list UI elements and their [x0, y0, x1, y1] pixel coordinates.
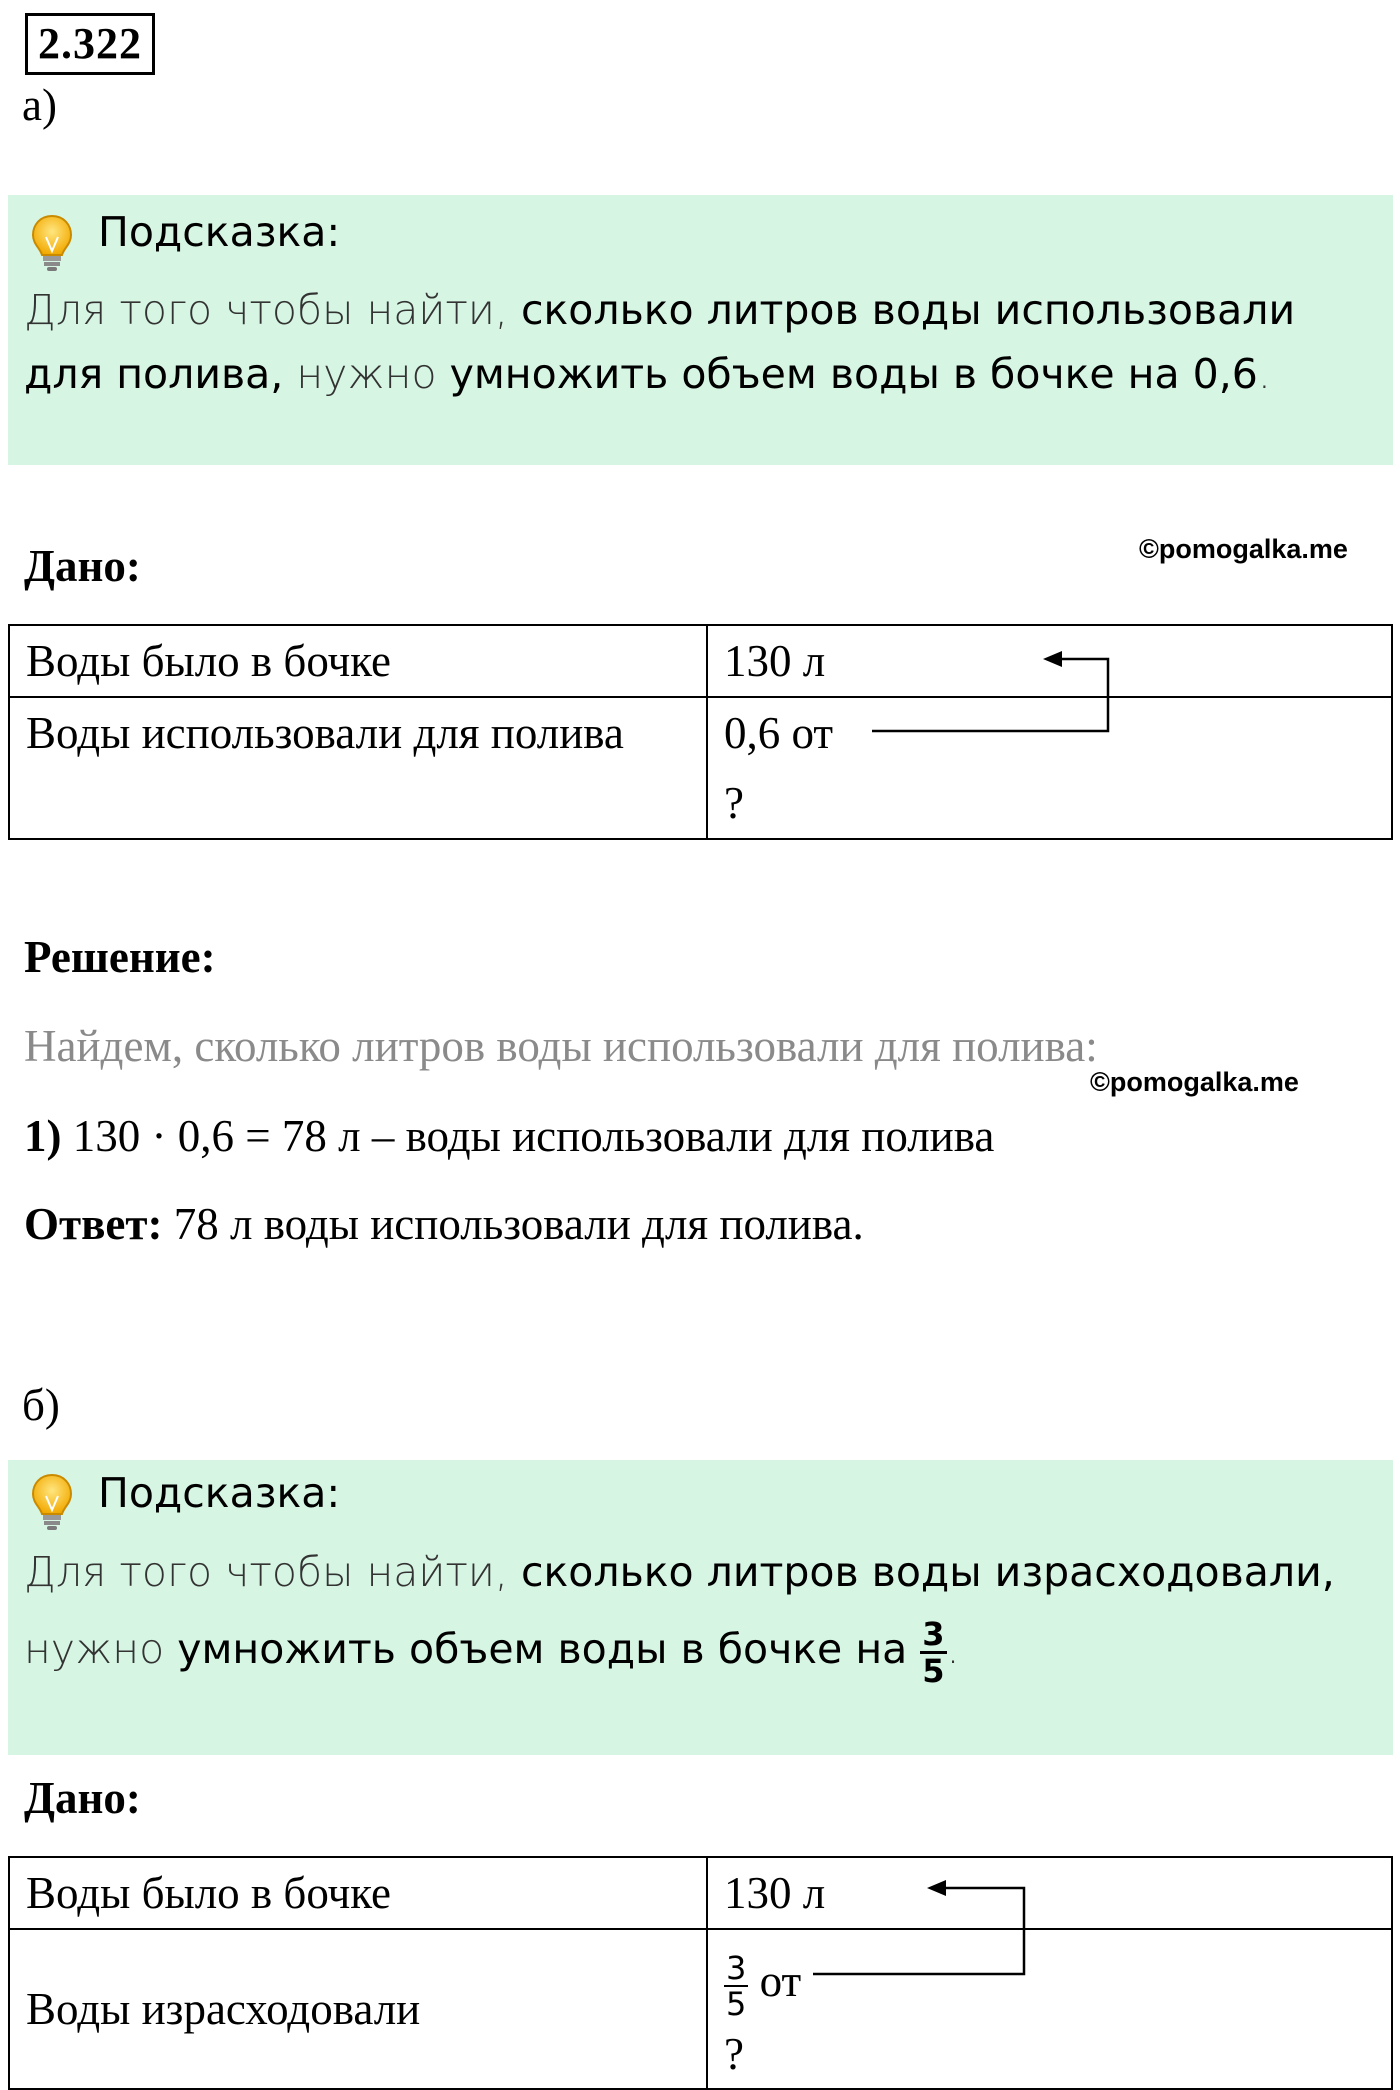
hint-text: Для того чтобы найти, сколько литров воды использовали для полива, нужно умножить объем воды в бочке на 0,6. — [24, 286, 1296, 398]
arrowhead-a — [1043, 651, 1062, 667]
part-b-label: б) — [22, 1380, 60, 1430]
row-label: Воды использовали для полива — [9, 697, 707, 839]
part-a-label: а) — [22, 80, 57, 130]
watermark: ©pomogalka.me — [1090, 1067, 1299, 1097]
watermark: ©pomogalka.me — [1139, 534, 1348, 564]
arrow-a — [872, 659, 1108, 731]
fraction: $\frac{3}{5}$ — [922, 1614, 945, 1690]
row-label: Воды было в бочке — [9, 625, 707, 697]
row-value: 130 л — [707, 1857, 1392, 1929]
answer: Ответ: 78 л воды использовали для полива. — [24, 1199, 864, 1249]
fraction: $\frac{3}{5}$ — [726, 1948, 747, 2023]
hint-text: Для того чтобы найти, сколько литров воды израсходовали, нужно умножить объем воды в бочке на $\frac{3}{5}$ . — [24, 1548, 1335, 1690]
solution-heading: Решение: — [24, 932, 216, 982]
hint-title: Подсказка: — [98, 1469, 341, 1517]
given-heading-b: Дано: — [24, 1773, 141, 1823]
row-label: Воды было в бочке — [9, 1857, 707, 1929]
arrow-b — [813, 1888, 1024, 1974]
row-value: 130 л — [707, 625, 1392, 697]
arrowhead-b — [927, 1880, 946, 1896]
solution-step-1: 1) 130 · 0,6 = 78 л – воды использовали для полива — [24, 1111, 995, 1161]
solution-intro: Найдем, сколько литров воды использовали для полива: — [24, 1021, 1098, 1071]
given-heading-a: Дано: — [24, 541, 141, 591]
row-label: Воды израсходовали — [9, 1929, 707, 2089]
hint-title: Подсказка: — [98, 208, 341, 256]
row-value: $\frac{3}{5}$ от ? — [707, 1929, 1392, 2089]
row-value: 0,6 от ? — [707, 697, 1392, 839]
task-number: 2.322 — [25, 13, 155, 75]
